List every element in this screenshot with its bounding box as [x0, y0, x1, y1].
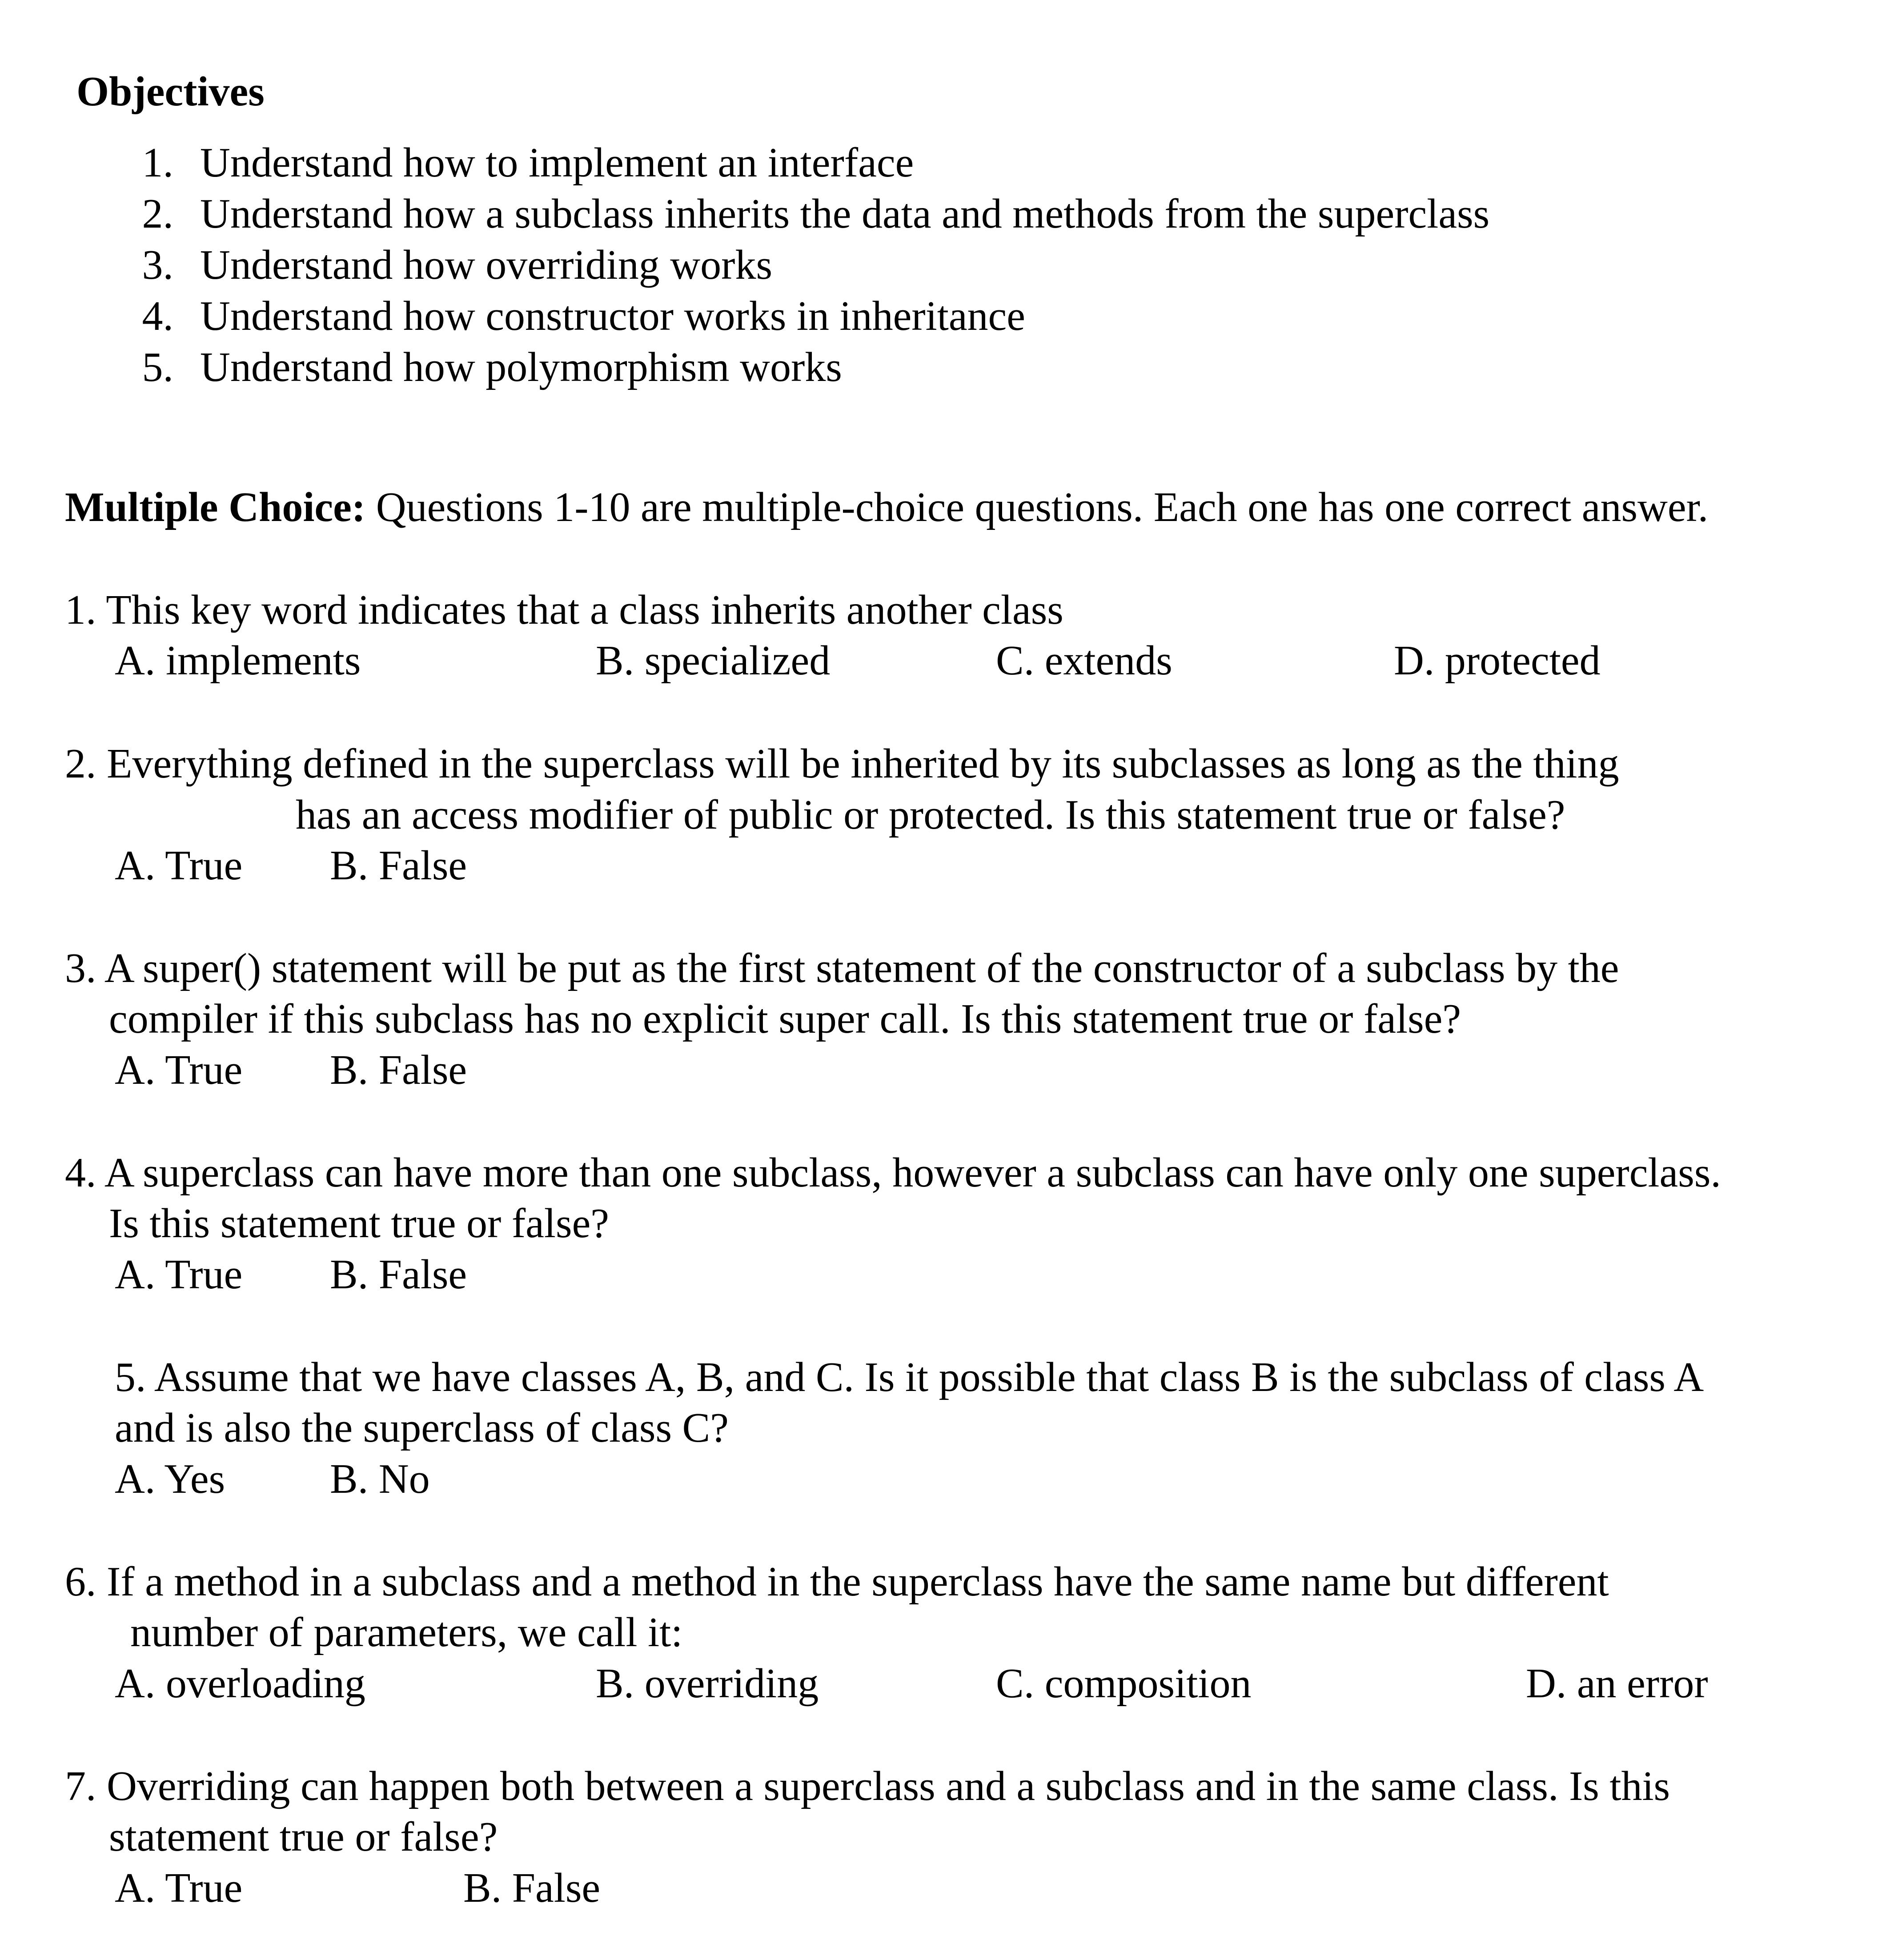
question-6-option-d: D. an error — [1526, 1660, 1708, 1707]
question-3-option-a: A. True — [115, 1047, 243, 1093]
question-6-text-line2: number of parameters, we call it: — [130, 1609, 683, 1655]
objective-item — [107, 189, 1489, 239]
question-5-text-line2: and is also the superclass of class C? — [115, 1405, 729, 1451]
question-1-text: 1. This key word indicates that a class inherits another class — [65, 587, 1063, 633]
question-2-option-a: A. True — [115, 842, 243, 889]
question-1-option-b: B. specialized — [596, 637, 831, 684]
question-5-text-line1: 5. Assume that we have classes A, B, and C. Is it possible that class B is the subclass of class A — [115, 1354, 1704, 1400]
objective-text: Understand how constructor works in inheritance — [200, 293, 1025, 339]
objective-number: 3. — [142, 242, 173, 288]
objectives-heading: Objectives — [76, 68, 265, 115]
question-6-text-line1: 6. If a method in a subclass and a method in the superclass have the same name but different — [65, 1559, 1609, 1605]
objective-number: 5. — [142, 344, 173, 390]
question-1-option-d: D. protected — [1394, 637, 1601, 684]
question-6-option-a: A. overloading — [115, 1660, 365, 1707]
question-5-option-a: A. Yes — [115, 1456, 225, 1502]
question-3-option-b: B. False — [330, 1047, 467, 1093]
question-2-text-line2: has an access modifier of public or protected. Is this statement true or false? — [296, 792, 1565, 838]
mc-instructions-text: Questions 1-10 are multiple-choice questions. Each one has one correct answer. — [376, 484, 1709, 530]
question-4-text-line1: 4. A superclass can have more than one subclass, however a subclass can have only one superclass. — [65, 1150, 1721, 1196]
question-7-option-a: A. True — [115, 1865, 243, 1911]
question-5-option-b: B. No — [330, 1456, 430, 1502]
question-7-option-b: B. False — [463, 1865, 601, 1911]
question-3-text-line2: compiler if this subclass has no explicit super call. Is this statement true or false? — [109, 996, 1461, 1042]
objective-item — [107, 291, 1025, 341]
objective-item — [107, 240, 772, 290]
question-4-option-a: A. True — [115, 1251, 243, 1298]
objective-text: Understand how polymorphism works — [200, 344, 842, 390]
question-6-option-b: B. overriding — [596, 1660, 819, 1707]
objective-item — [107, 138, 914, 188]
question-1-option-a: A. implements — [115, 637, 361, 684]
question-3-text-line1: 3. A super() statement will be put as the first statement of the constructor of a subclass by the — [65, 945, 1619, 991]
mc-instructions — [65, 482, 1708, 533]
objective-number: 1. — [142, 140, 173, 186]
objective-text: Understand how a subclass inherits the data and methods from the superclass — [200, 191, 1490, 237]
question-1-option-c: C. extends — [996, 637, 1172, 684]
question-2-text-line1: 2. Everything defined in the superclass will be inherited by its subclasses as long as the thing — [65, 741, 1619, 787]
objective-number: 2. — [142, 191, 173, 237]
question-6-option-c: C. composition — [996, 1660, 1252, 1707]
objective-item — [107, 342, 842, 393]
question-4-text-line2: Is this statement true or false? — [109, 1200, 610, 1247]
objective-number: 4. — [142, 293, 173, 339]
question-4-option-b: B. False — [330, 1251, 467, 1298]
question-7-text-line2: statement true or false? — [109, 1814, 498, 1860]
question-2-option-b: B. False — [330, 842, 467, 889]
question-7-text-line1: 7. Overriding can happen both between a superclass and a subclass and in the same class. Is this — [65, 1763, 1670, 1809]
objective-text: Understand how overriding works — [200, 242, 773, 288]
mc-label: Multiple Choice: — [65, 484, 366, 530]
objective-text: Understand how to implement an interface — [200, 140, 914, 186]
